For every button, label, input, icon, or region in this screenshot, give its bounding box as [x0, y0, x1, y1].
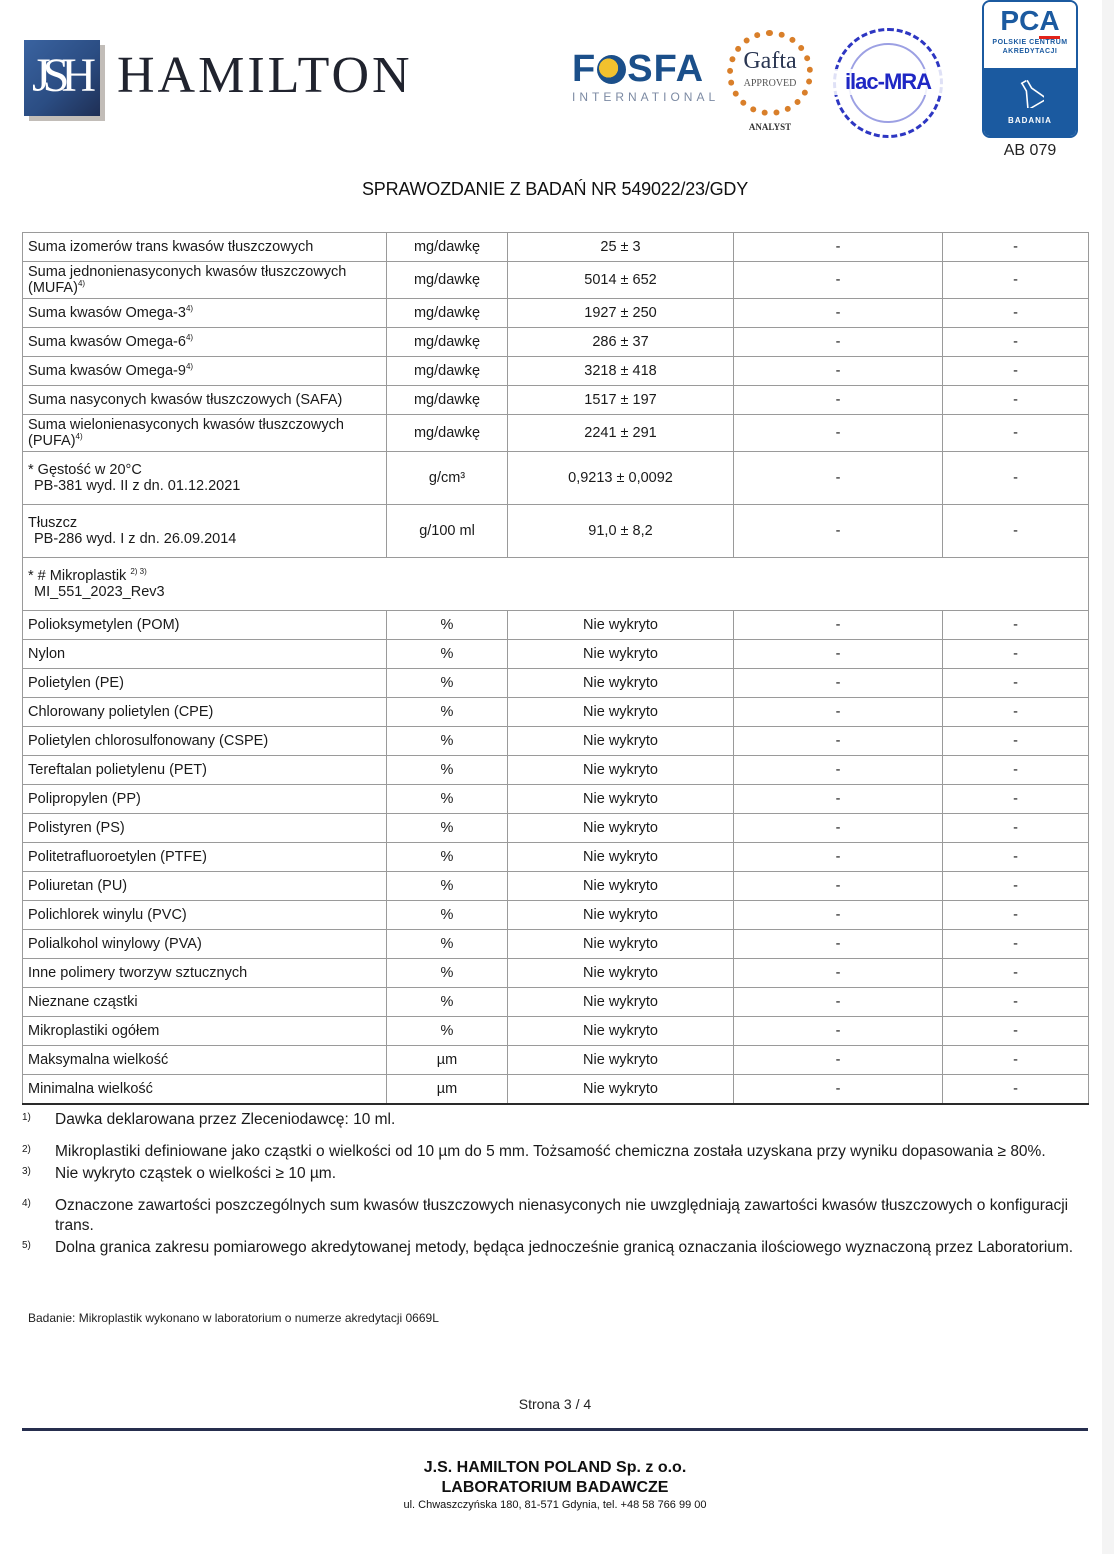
monogram-text: JSH [32, 49, 89, 102]
col4-cell: - [734, 357, 943, 386]
unit-cell: mg/dawkę [387, 386, 508, 415]
result-cell: 0,9213 ± 0,0092 [508, 452, 734, 505]
parameter-cell: Polietylen chlorosulfonowany (CSPE) [23, 727, 387, 756]
unit-cell: % [387, 930, 508, 959]
document-header [0, 0, 1114, 170]
col5-cell: - [943, 872, 1089, 901]
footnote [22, 1164, 1088, 1184]
footer-company: J.S. HAMILTON POLAND Sp. z o.o. [423, 1459, 687, 1476]
col5-cell: - [943, 988, 1089, 1017]
method-reference: PB-381 wyd. II z dn. 01.12.2021 [34, 478, 241, 494]
col4-cell: - [734, 756, 943, 785]
footnote-ref: 4) [75, 432, 83, 441]
footnote-mark: 1) [22, 1112, 31, 1123]
footer-lab: LABORATORIUM BADAWCZE [441, 1479, 669, 1496]
footnote-ref: 4) [185, 362, 194, 371]
ilac-mra-logo [833, 28, 943, 138]
unit-cell: % [387, 959, 508, 988]
col4-cell: - [734, 328, 943, 357]
gafta-name: Gafta [743, 48, 797, 74]
unit-cell: mg/dawkę [387, 328, 508, 357]
footnotes [22, 1110, 1088, 1258]
table-row [23, 785, 1089, 814]
unit-cell: % [387, 988, 508, 1017]
parameter-cell [23, 328, 387, 357]
parameter-cell [23, 299, 387, 328]
parameter-name: Suma nasyconych kwasów tłuszczowych (SAFA) [28, 392, 343, 408]
gafta-logo [725, 30, 815, 134]
parameter-cell: Polioksymetylen (POM) [23, 611, 387, 640]
parameter-cell: Inne polimery tworzyw sztucznych [23, 959, 387, 988]
col4-cell: - [734, 901, 943, 930]
col5-cell: - [943, 901, 1089, 930]
col5-cell: - [943, 505, 1089, 558]
table-row [23, 640, 1089, 669]
col4-cell: - [734, 611, 943, 640]
parameter-cell: Nieznane cząstki [23, 988, 387, 1017]
fosfa-logo [572, 48, 720, 108]
pca-line1: POLSKIE CENTRUM [992, 39, 1068, 46]
section-name: * # Mikroplastik [28, 568, 127, 584]
col5-cell: - [943, 452, 1089, 505]
table-row [23, 505, 1089, 558]
footnote [22, 1196, 1088, 1236]
footer-address: ul. Chwaszczyńska 180, 81-571 Gdynia, tel. +48 58 766 99 00 [403, 1499, 707, 1511]
result-cell: Nie wykryto [508, 669, 734, 698]
parameter-cell: Mikroplastiki ogółem [23, 1017, 387, 1046]
brand-name: HAMILTON [117, 47, 413, 104]
parameter-cell: Poliuretan (PU) [23, 872, 387, 901]
gafta-approved: APPROVED [743, 78, 797, 89]
col4-cell: - [734, 988, 943, 1017]
parameter-cell [23, 262, 387, 299]
parameter-name: Tłuszcz [28, 515, 78, 531]
result-cell: Nie wykryto [508, 640, 734, 669]
col5-cell: - [943, 233, 1089, 262]
unit-cell: mg/dawkę [387, 262, 508, 299]
parameter-name: Suma kwasów Omega-6 [28, 334, 186, 350]
col5-cell: - [943, 1046, 1089, 1075]
table-row [23, 698, 1089, 727]
result-cell: Nie wykryto [508, 698, 734, 727]
table-row [23, 988, 1089, 1017]
unit-cell: µm [387, 1046, 508, 1075]
parameter-cell: Polietylen (PE) [23, 669, 387, 698]
table-row [23, 872, 1089, 901]
table-row [23, 611, 1089, 640]
unit-cell: % [387, 640, 508, 669]
col5-cell: - [943, 640, 1089, 669]
result-cell: Nie wykryto [508, 1017, 734, 1046]
col5-cell: - [943, 357, 1089, 386]
table-row [23, 262, 1089, 299]
result-cell: Nie wykryto [508, 959, 734, 988]
table-row [23, 299, 1089, 328]
unit-cell: g/cm³ [387, 452, 508, 505]
pca-badania: BADANIA [1008, 116, 1052, 125]
col4-cell: - [734, 505, 943, 558]
parameter-cell: Polistyren (PS) [23, 814, 387, 843]
result-cell: 286 ± 37 [508, 328, 734, 357]
parameter-cell [23, 505, 387, 558]
col4-cell: - [734, 843, 943, 872]
unit-cell: % [387, 785, 508, 814]
table-row [23, 756, 1089, 785]
table-row [23, 415, 1089, 452]
result-cell: Nie wykryto [508, 843, 734, 872]
col5-cell: - [943, 727, 1089, 756]
col5-cell: - [943, 1017, 1089, 1046]
parameter-cell: Polipropylen (PP) [23, 785, 387, 814]
unit-cell: % [387, 727, 508, 756]
col4-cell: - [734, 1046, 943, 1075]
fosfa-subtitle: INTERNATIONAL [572, 90, 720, 104]
col4-cell: - [734, 233, 943, 262]
parameter-cell: Chlorowany polietylen (CPE) [23, 698, 387, 727]
col4-cell: - [734, 640, 943, 669]
col5-cell: - [943, 386, 1089, 415]
table-row [23, 1017, 1089, 1046]
result-cell: Nie wykryto [508, 785, 734, 814]
unit-cell: mg/dawkę [387, 357, 508, 386]
results-table [22, 232, 1089, 1105]
table-row [23, 727, 1089, 756]
footnote-mark: 2) [22, 1144, 31, 1155]
col4-cell: - [734, 452, 943, 505]
parameter-name: Suma kwasów Omega-3 [28, 305, 186, 321]
parameter-cell: Polialkohol winylowy (PVA) [23, 930, 387, 959]
footer-divider [22, 1428, 1088, 1431]
col4-cell: - [734, 415, 943, 452]
result-cell: Nie wykryto [508, 901, 734, 930]
parameter-cell [23, 415, 387, 452]
footnote-ref: 4) [185, 333, 194, 342]
col4-cell: - [734, 930, 943, 959]
col5-cell: - [943, 785, 1089, 814]
result-cell: Nie wykryto [508, 611, 734, 640]
footnote-text: Nie wykryto cząstek o wielkości ≥ 10 µm. [55, 1165, 337, 1182]
result-cell: Nie wykryto [508, 930, 734, 959]
footnote-ref: 4) [185, 304, 194, 313]
parameter-name: Suma wielonienasyconych kwasów tłuszczowych (PUFA) [28, 417, 344, 449]
footnote-text: Dawka deklarowana przez Zleceniodawcę: 10 ml. [55, 1111, 396, 1128]
result-cell: Nie wykryto [508, 872, 734, 901]
parameter-cell [23, 386, 387, 415]
unit-cell: mg/dawkę [387, 233, 508, 262]
col5-cell: - [943, 328, 1089, 357]
col4-cell: - [734, 814, 943, 843]
col4-cell: - [734, 386, 943, 415]
col4-cell: - [734, 959, 943, 988]
col4-cell: - [734, 785, 943, 814]
col5-cell: - [943, 843, 1089, 872]
col5-cell: - [943, 930, 1089, 959]
method-reference: MI_551_2023_Rev3 [34, 584, 165, 600]
result-cell: Nie wykryto [508, 988, 734, 1017]
result-cell: 1927 ± 250 [508, 299, 734, 328]
result-cell: Nie wykryto [508, 1075, 734, 1104]
unit-cell: % [387, 611, 508, 640]
parameter-name: Suma izomerów trans kwasów tłuszczowych [28, 239, 314, 255]
unit-cell: mg/dawkę [387, 299, 508, 328]
col5-cell: - [943, 1075, 1089, 1104]
footnote [22, 1142, 1088, 1162]
table-row [23, 452, 1089, 505]
unit-cell: % [387, 698, 508, 727]
pca-accreditation-code: AB 079 [1003, 142, 1057, 159]
col5-cell: - [943, 669, 1089, 698]
col4-cell: - [734, 262, 943, 299]
footnote-mark: 3) [22, 1166, 31, 1177]
method-reference: PB-286 wyd. I z dn. 26.09.2014 [34, 531, 237, 547]
col4-cell: - [734, 1017, 943, 1046]
footnote-text: Oznaczone zawartości poszczególnych sum kwasów tłuszczowych nienasyconych nie uwzględniają zawartości kwasów tłuszczowych o konfiguracji trans. [55, 1197, 1069, 1234]
page-number: Strona 3 / 4 [518, 1396, 592, 1412]
pca-letters: PCA [984, 2, 1076, 38]
parameter-name: Suma kwasów Omega-9 [28, 363, 186, 379]
table-row [23, 386, 1089, 415]
table-row [23, 959, 1089, 988]
unit-cell: mg/dawkę [387, 415, 508, 452]
col5-cell: - [943, 611, 1089, 640]
table-row [23, 1046, 1089, 1075]
parameter-cell: Maksymalna wielkość [23, 1046, 387, 1075]
table-row [23, 901, 1089, 930]
unit-cell: % [387, 872, 508, 901]
footnote-mark: 4) [22, 1198, 31, 1209]
table-row [23, 843, 1089, 872]
table-row [23, 1075, 1089, 1104]
result-cell: 25 ± 3 [508, 233, 734, 262]
pca-line2: AKREDYTACJI [1002, 48, 1058, 55]
pca-accreditation-logo [982, 0, 1078, 138]
section-header-cell [23, 558, 1089, 611]
table-row [23, 930, 1089, 959]
col5-cell: - [943, 262, 1089, 299]
result-cell: 3218 ± 418 [508, 357, 734, 386]
col5-cell: - [943, 299, 1089, 328]
col5-cell: - [943, 698, 1089, 727]
result-cell: Nie wykryto [508, 727, 734, 756]
col4-cell: - [734, 299, 943, 328]
unit-cell: % [387, 1017, 508, 1046]
result-cell: 2241 ± 291 [508, 415, 734, 452]
parameter-cell [23, 452, 387, 505]
table-row [23, 669, 1089, 698]
footnote-ref: 4) [77, 279, 86, 288]
parameter-cell [23, 357, 387, 386]
col4-cell: - [734, 727, 943, 756]
parameter-cell: Politetrafluoroetylen (PTFE) [23, 843, 387, 872]
result-cell: 1517 ± 197 [508, 386, 734, 415]
col4-cell: - [734, 872, 943, 901]
result-cell: 91,0 ± 8,2 [508, 505, 734, 558]
unit-cell: % [387, 814, 508, 843]
col5-cell: - [943, 814, 1089, 843]
result-cell: Nie wykryto [508, 1046, 734, 1075]
table-row [23, 814, 1089, 843]
parameter-cell: Tereftalan polietylenu (PET) [23, 756, 387, 785]
unit-cell: % [387, 669, 508, 698]
footnote [22, 1238, 1088, 1258]
parameter-cell: Polichlorek winylu (PVC) [23, 901, 387, 930]
fosfa-wordmark: F SFA [572, 48, 705, 90]
gafta-analyst: ANALYST [748, 122, 792, 132]
parameter-cell [23, 233, 387, 262]
result-cell: 5014 ± 652 [508, 262, 734, 299]
flask-icon [1018, 78, 1044, 108]
unit-cell: % [387, 843, 508, 872]
footnote-text: Dolna granica zakresu pomiarowego akredytowanej metody, będąca jednocześnie granicą oznaczania ilościowego wyznaczoną przez Laboratorium. [55, 1239, 1074, 1256]
lab-accreditation-note: Badanie: Mikroplastik wykonano w laboratorium o numerze akredytacji 0669L [28, 1311, 439, 1325]
parameter-cell: Nylon [23, 640, 387, 669]
ilac-label: ilac-MRA [832, 69, 944, 95]
col4-cell: - [734, 1075, 943, 1104]
parameter-name: Suma jednonienasyconych kwasów tłuszczowych (MUFA) [28, 264, 347, 296]
footnote [22, 1110, 1088, 1130]
document-footer [0, 1458, 1110, 1512]
report-title: SPRAWOZDANIE Z BADAŃ NR 549022/23/GDY [361, 179, 749, 199]
col4-cell: - [734, 669, 943, 698]
col5-cell: - [943, 959, 1089, 988]
unit-cell: % [387, 756, 508, 785]
col5-cell: - [943, 756, 1089, 785]
page-edge-strip [1102, 0, 1114, 1554]
section-header-row [23, 558, 1089, 611]
col4-cell: - [734, 698, 943, 727]
footnote-ref: 2) 3) [130, 567, 147, 576]
col5-cell: - [943, 415, 1089, 452]
table-row [23, 357, 1089, 386]
unit-cell: µm [387, 1075, 508, 1104]
table-row [23, 233, 1089, 262]
jsh-monogram-logo [24, 40, 100, 116]
unit-cell: % [387, 901, 508, 930]
result-cell: Nie wykryto [508, 814, 734, 843]
unit-cell: g/100 ml [387, 505, 508, 558]
parameter-name: * Gęstość w 20°C [28, 462, 142, 478]
result-cell: Nie wykryto [508, 756, 734, 785]
footnote-mark: 5) [22, 1240, 31, 1251]
parameter-cell: Minimalna wielkość [23, 1075, 387, 1104]
footnote-text: Mikroplastiki definiowane jako cząstki o wielkości od 10 µm do 5 mm. Tożsamość chemiczna została uzyskana przy wyniku dopasowania ≥ 80%. [55, 1143, 1046, 1160]
globe-icon [597, 55, 626, 84]
table-row [23, 328, 1089, 357]
